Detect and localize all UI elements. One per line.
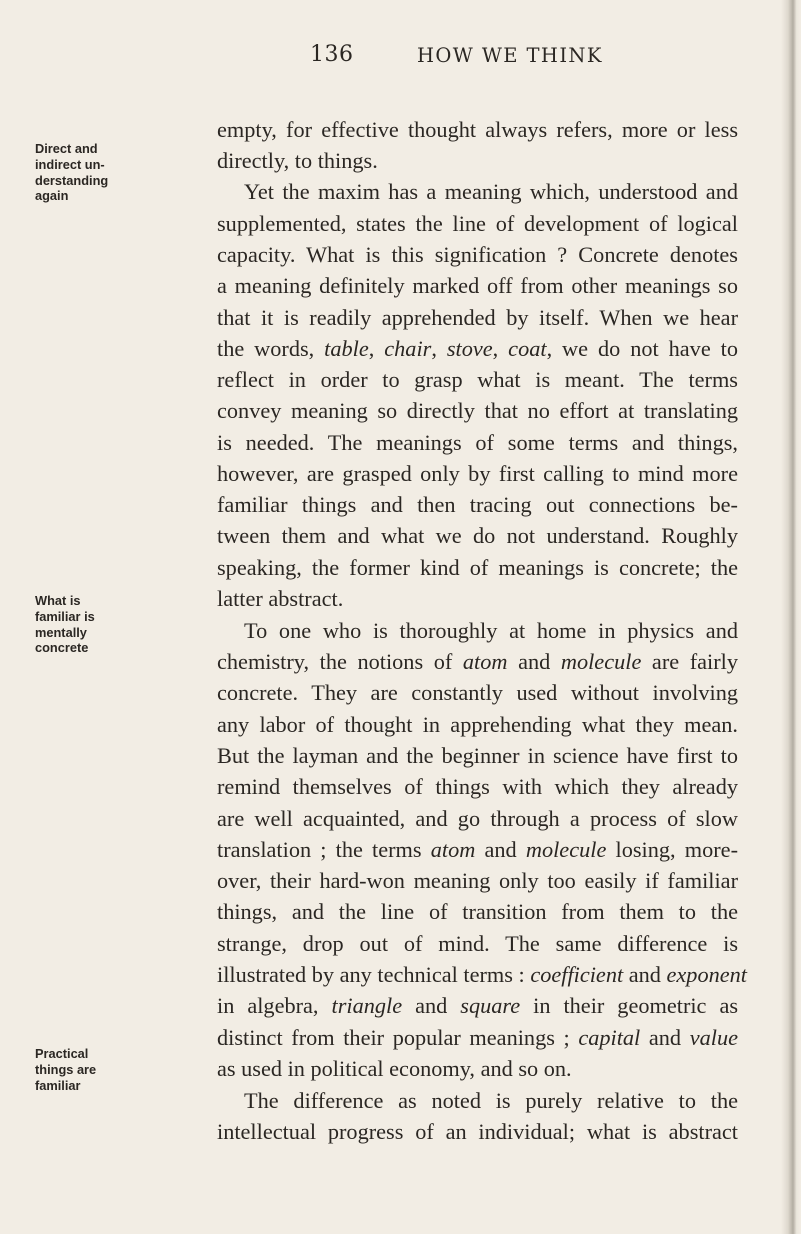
- body-line: chemistry, the notions of atom and molecule are fairly: [217, 649, 739, 674]
- body-line: directly, to things.: [217, 148, 378, 173]
- italic-term: atom: [430, 837, 476, 862]
- italic-term: coefficient: [530, 962, 624, 987]
- body-line: things, and the line of transition from them to the: [217, 899, 738, 924]
- body-line: supplemented, states the line of development of logical: [217, 211, 738, 236]
- body-line: latter abstract.: [217, 586, 344, 611]
- body-line: that it is readily apprehended by itself. When we hear: [217, 305, 738, 330]
- italic-term: molecule: [560, 649, 642, 674]
- italic-term: coat: [508, 336, 547, 361]
- body-line: familiar things and then tracing out connections be-: [217, 492, 738, 517]
- body-line: speaking, the former kind of meanings is concrete; the: [217, 555, 738, 580]
- body-line: empty, for effective thought always refers, more or less: [217, 117, 738, 142]
- body-line: distinct from their popular meanings ; capital and value: [217, 1025, 738, 1050]
- body-line: But the layman and the beginner in science have first to: [217, 743, 738, 768]
- body-line: reflect in order to grasp what is meant. The terms: [217, 367, 738, 392]
- body-line: a meaning definitely marked off from other meanings so: [217, 273, 738, 298]
- italic-term: value: [689, 1025, 738, 1050]
- body-line: translation ; the terms atom and molecule losing, more-: [217, 837, 738, 862]
- body-line: concrete. They are constantly used without involving: [217, 680, 738, 705]
- body-line: intellectual progress of an individual; what is abstract: [217, 1119, 738, 1144]
- body-line: Yet the maxim has a meaning which, understood and: [244, 179, 738, 204]
- body-line: convey meaning so directly that no effort at translating: [217, 398, 738, 423]
- italic-term: molecule: [525, 837, 607, 862]
- italic-term: triangle: [331, 993, 403, 1018]
- running-title: HOW WE THINK: [417, 44, 603, 67]
- italic-term: table: [324, 336, 369, 361]
- italic-term: chair: [384, 336, 432, 361]
- italic-term: capital: [578, 1025, 641, 1050]
- body-line: any labor of thought in apprehending what they mean.: [217, 712, 738, 737]
- body-line: capacity. What is this signification ? Concrete denotes: [217, 242, 738, 267]
- body-line: remind themselves of things with which they already: [217, 774, 738, 799]
- body-line: illustrated by any technical terms : coefficient and exponent: [217, 962, 747, 987]
- sidenote-direct-indirect: Direct and indirect un- derstanding again: [35, 141, 109, 204]
- body-line: as used in political economy, and so on.: [217, 1056, 572, 1081]
- sidenote-practical-things: Practical things are familiar: [35, 1046, 97, 1093]
- body-line: strange, drop out of mind. The same difference is: [217, 931, 738, 956]
- body-line: the words, table, chair, stove, coat, we do not have to: [217, 336, 738, 361]
- body-line: tween them and what we do not understand. Roughly: [217, 523, 738, 548]
- page-header: [305, 42, 685, 76]
- body-line: are well acquainted, and go through a process of slow: [217, 806, 738, 831]
- body-line: however, are grasped only by first calling to mind more: [217, 461, 738, 486]
- italic-term: stove: [446, 336, 493, 361]
- italic-term: square: [460, 993, 521, 1018]
- body-line: in algebra, triangle and square in their geometric as: [217, 993, 739, 1018]
- body-line: To one who is thoroughly at home in physics and: [244, 618, 738, 643]
- italic-term: atom: [462, 649, 508, 674]
- body-line: The difference as noted is purely relative to the: [244, 1088, 738, 1113]
- body-line: over, their hard-won meaning only too easily if familiar: [217, 868, 738, 893]
- body-line: is needed. The meanings of some terms and things,: [217, 430, 738, 455]
- italic-term: exponent: [666, 962, 747, 987]
- page-edge-shadow: [781, 0, 801, 1234]
- page-number: 136: [310, 42, 354, 67]
- sidenote-familiar-concrete: What is familiar is mentally concrete: [35, 593, 95, 656]
